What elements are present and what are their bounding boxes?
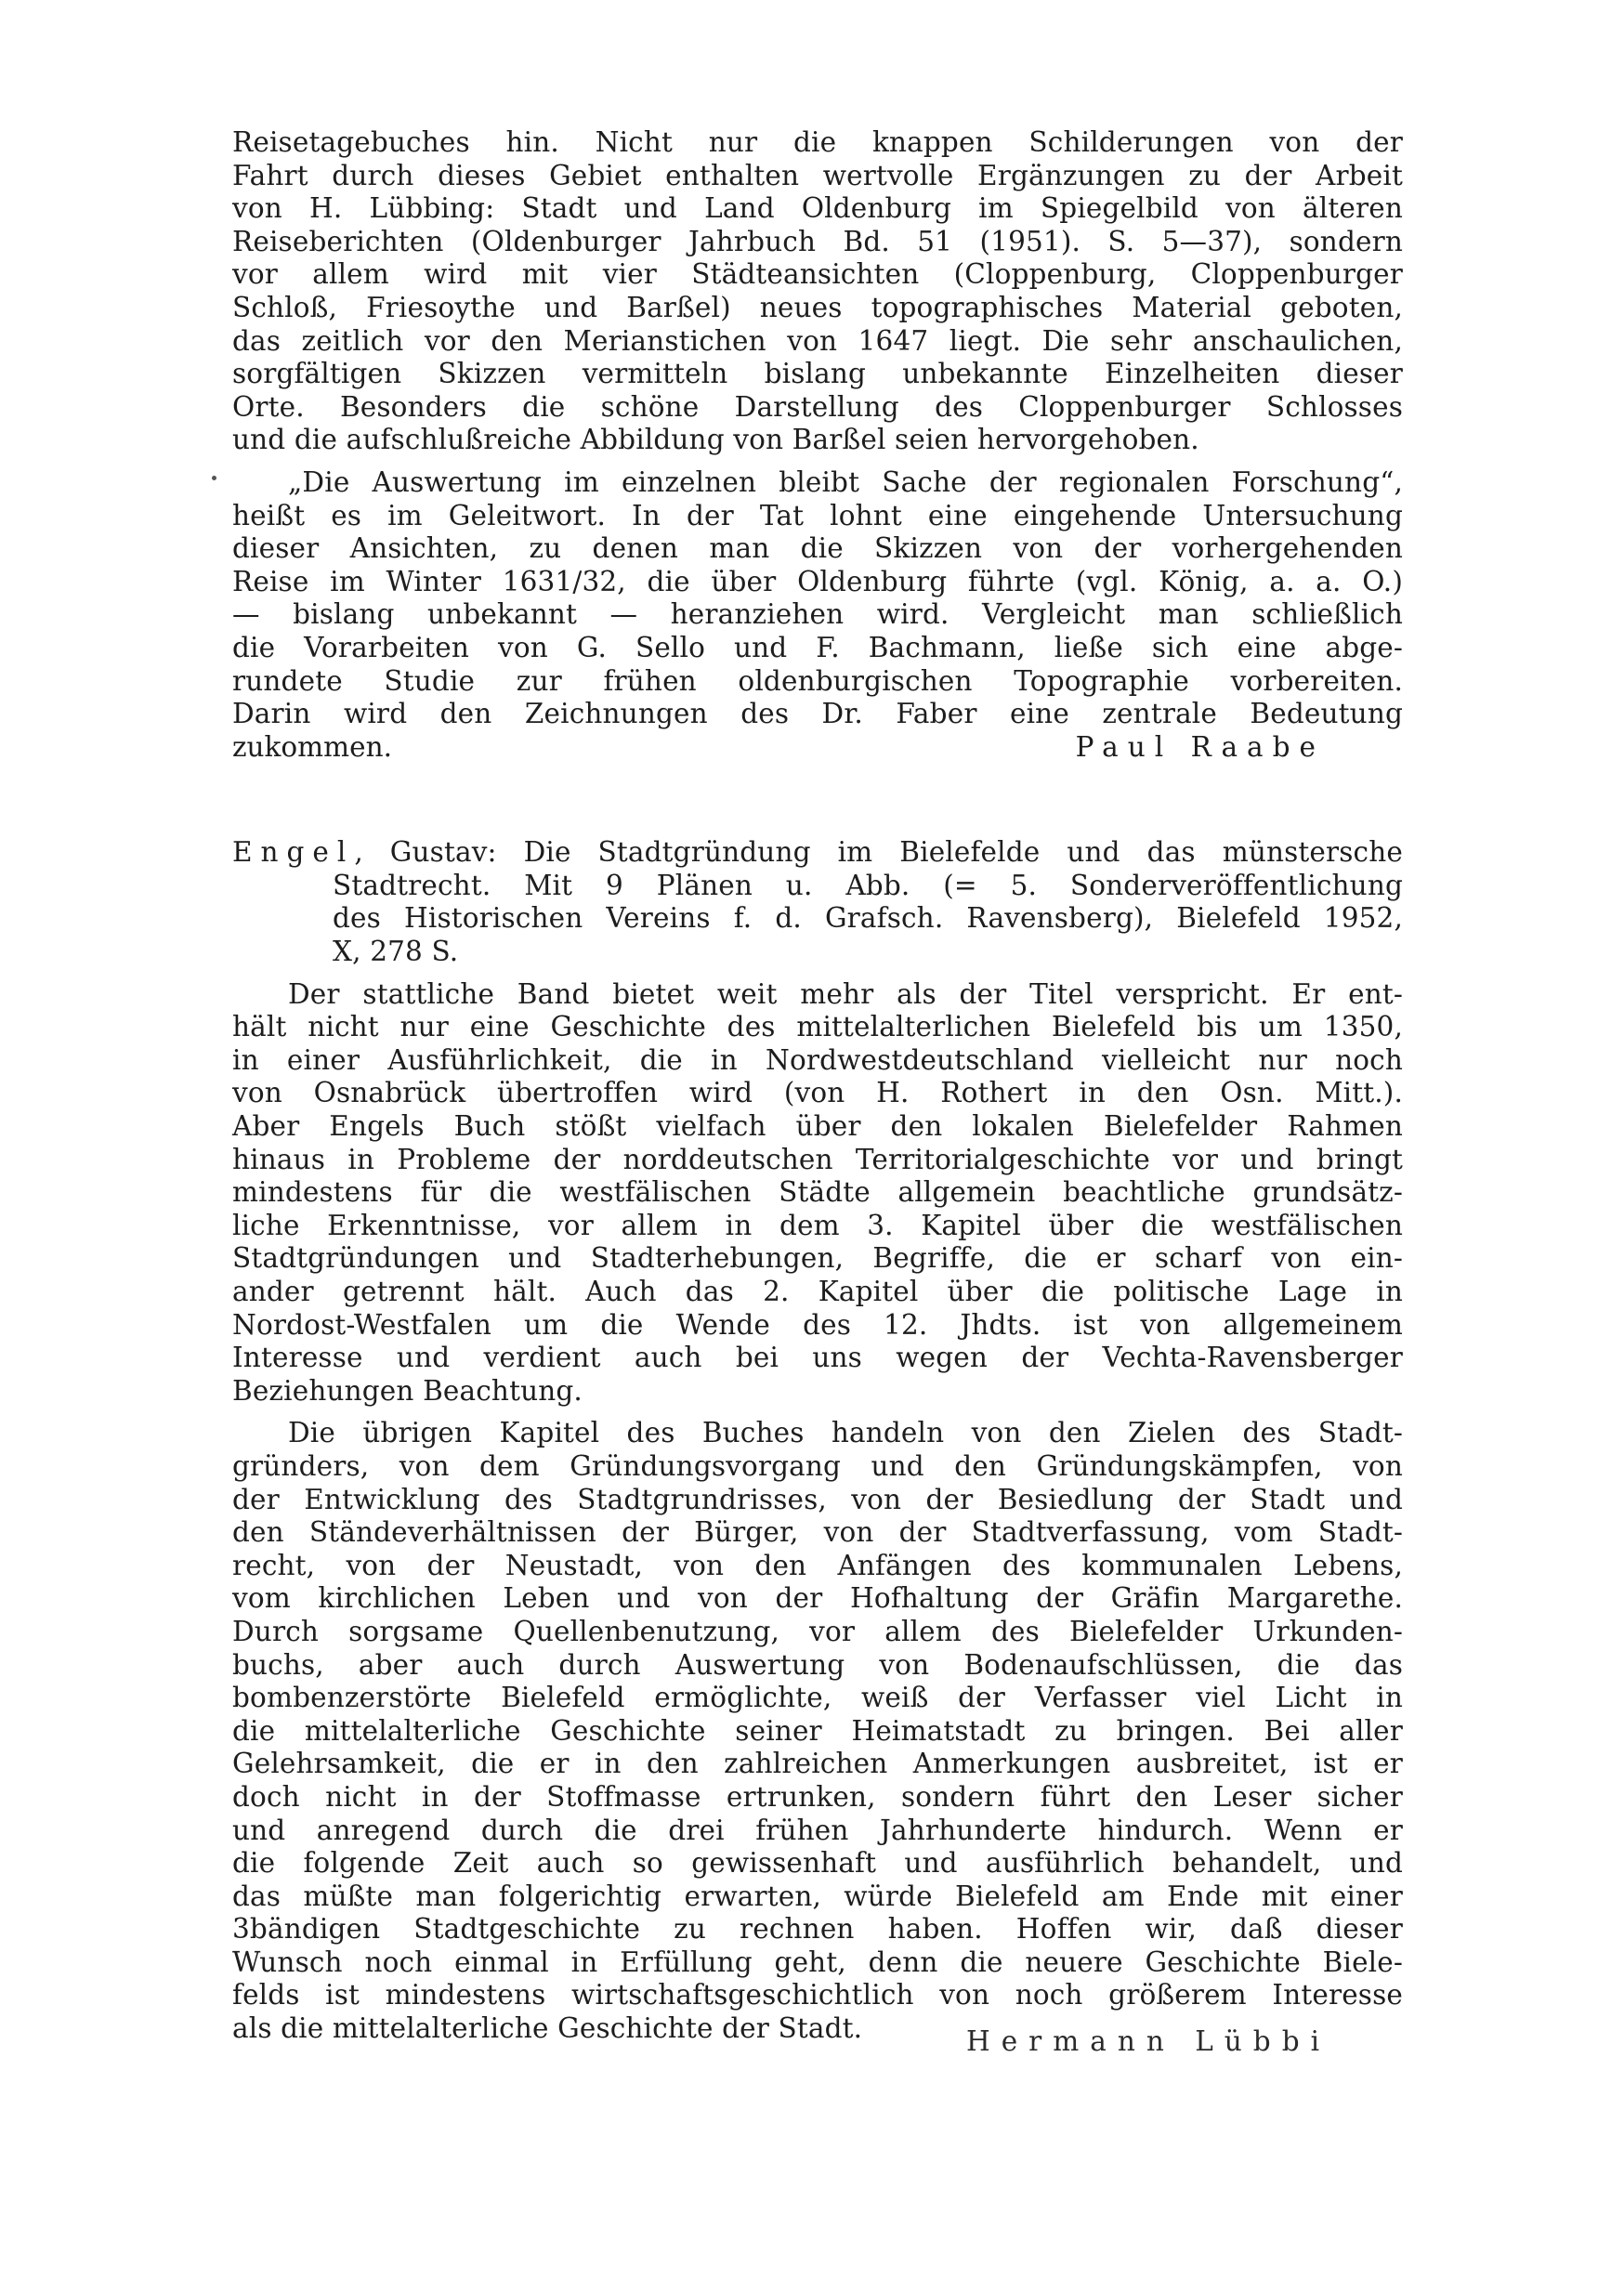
text-line: dieser Ansichten, zu denen man die Skizzen von der vorhergehenden	[232, 532, 1403, 565]
document-page	[232, 126, 1403, 2064]
citation-line: Stadtrecht. Mit 9 Plänen u. Abb. (= 5. Sonderveröffentlichung	[333, 869, 1403, 901]
paragraph-3	[232, 978, 1403, 1409]
text-line: hält nicht nur eine Geschichte des mittelalterlichen Bielefeld bis um 1350,	[232, 1011, 1403, 1043]
author-signature: Paul Raabe	[1075, 730, 1325, 763]
text-line: die mittelalterliche Geschichte seiner Heimatstadt zu bringen. Bei aller	[232, 1714, 1403, 1747]
paragraph-2	[232, 466, 1403, 764]
text-line: Durch sorgsame Quellenbenutzung, vor allem des Bielefelder Urkunden-	[232, 1615, 1403, 1647]
text-line: liche Erkenntnisse, vor allem in dem 3. Kapitel über die westfälischen	[232, 1209, 1403, 1241]
paragraph-4	[232, 1417, 1403, 2045]
text-line: Nordost-Westfalen um die Wende des 12. Jhdts. ist von allgemeinem	[232, 1308, 1403, 1341]
text-line: Orte. Besonders die schöne Darstellung des Cloppenburger Schlosses	[232, 390, 1403, 423]
text-line: Reisetagebuches hin. Nicht nur die knappen Schilderungen von der	[232, 126, 1403, 158]
text-line: buchs, aber auch durch Auswertung von Bodenaufschlüssen, die das	[232, 1648, 1403, 1681]
text-line: Beziehungen Beachtung.	[232, 1374, 583, 1407]
citation-line: des Historischen Vereins f. d. Grafsch. Ravensberg), Bielefeld 1952,	[333, 902, 1403, 935]
text-line: in einer Ausführlichkeit, die in Nordwestdeutschland vielleicht nur noch	[232, 1043, 1403, 1076]
text-line: von H. Lübbing: Stadt und Land Oldenburg im Spiegelbild von älteren	[232, 192, 1403, 225]
text-line: Der stattliche Band bietet weit mehr als der Titel verspricht. Er ent-	[288, 977, 1403, 1010]
text-line: die folgende Zeit auch so gewissenhaft und ausführlich behandelt, und	[232, 1847, 1403, 1880]
text-line: von Osnabrück übertroffen wird (von H. Rothert in den Osn. Mitt.).	[232, 1077, 1403, 1109]
text-line: das zeitlich vor den Merianstichen von 1647 liegt. Die sehr anschaulichen,	[232, 324, 1403, 357]
text-line: hinaus in Probleme der norddeutschen Territorialgeschichte vor und bringt	[232, 1143, 1403, 1175]
text-line: 3bändigen Stadtgeschichte zu rechnen haben. Hoffen wir, daß dieser	[232, 1913, 1403, 1946]
text-line: Stadtgründungen und Stadterhebungen, Begriffe, die er scharf von ein-	[232, 1242, 1403, 1275]
book-citation	[232, 836, 1403, 968]
text-line: das müßte man folgerichtig erwarten, würde Bielefeld am Ende mit einer	[232, 1880, 1403, 1912]
text-line: Darin wird den Zeichnungen des Dr. Faber eine zentrale Bedeutung	[232, 698, 1403, 730]
text-line: als die mittelalterliche Geschichte der Stadt.	[232, 2012, 863, 2045]
text-line: bombenzerstörte Bielefeld ermöglichte, weiß der Verfasser viel Licht in	[232, 1682, 1403, 1714]
text-line: heißt es im Geleitwort. In der Tat lohnt eine eingehende Untersuchung	[232, 499, 1403, 531]
text-line: Fahrt durch dieses Gebiet enthalten wertvolle Ergänzungen zu der Arbeit	[232, 159, 1403, 191]
citation-author: Engel	[232, 836, 355, 869]
text-line: der Entwicklung des Stadtgrundrisses, von der Besiedlung der Stadt und	[232, 1483, 1403, 1515]
text-line: Reiseberichten (Oldenburger Jahrbuch Bd. 51 (1951). S. 5—37), sondern	[232, 225, 1403, 257]
text-line: gründers, von dem Gründungsvorgang und den Gründungskämpfen, von	[232, 1449, 1403, 1482]
citation-line	[232, 836, 1403, 870]
text-line: vor allem wird mit vier Städteansichten (Cloppenburg, Cloppenburger	[232, 258, 1403, 291]
text-line: vom kirchlichen Leben und von der Hofhaltung der Gräfin Margarethe.	[232, 1582, 1403, 1615]
text-line: Gelehrsamkeit, die er in den zahlreichen Anmerkungen ausbreitet, ist er	[232, 1748, 1403, 1780]
text-line: rundete Studie zur frühen oldenburgischen Topographie vorbereiten.	[232, 664, 1403, 697]
text-line: mindestens für die westfälischen Städte allgemein beachtliche grundsätz-	[232, 1176, 1403, 1209]
citation-line: X, 278 S.	[333, 936, 459, 968]
text-line: Reise im Winter 1631/32, die über Oldenburg führte (vgl. König, a. a. O.)	[232, 565, 1403, 597]
text-line: recht, von der Neustadt, von den Anfängen des kommunalen Lebens,	[232, 1549, 1403, 1581]
text-line: die Vorarbeiten von G. Sello und F. Bachmann, ließe sich eine abge-	[232, 631, 1403, 663]
closing-line	[232, 731, 1403, 765]
citation-text: , Gustav: Die Stadtgründung im Bielefelde und das münstersche	[354, 836, 1403, 869]
text-line: felds ist mindestens wirtschaftsgeschichtlich von noch größerem Interesse	[232, 1979, 1403, 2011]
text-line: Schloß, Friesoythe und Barßel) neues topographisches Material geboten,	[232, 291, 1403, 323]
cut-off-signature: Hermann Lübbi	[966, 2024, 1331, 2057]
text-line: — bislang unbekannt — heranziehen wird. Vergleicht man schließlich	[232, 598, 1403, 631]
text-line: Wunsch noch einmal in Erfüllung geht, denn die neuere Geschichte Biele-	[232, 1946, 1403, 1978]
text-line: Aber Engels Buch stößt vielfach über den lokalen Bielefelder Rahmen	[232, 1110, 1403, 1143]
text-line: „Die Auswertung im einzelnen bleibt Sache der regionalen Forschung“,	[288, 465, 1403, 498]
text-line: den Ständeverhältnissen der Bürger, von der Stadtverfassung, vom Stadt-	[232, 1516, 1403, 1549]
text-line: sorgfältigen Skizzen vermitteln bislang unbekannte Einzelheiten dieser	[232, 358, 1403, 390]
paragraph-1	[232, 126, 1403, 457]
text-line: Die übrigen Kapitel des Buches handeln von den Zielen des Stadt-	[288, 1417, 1403, 1449]
text-line: und die aufschlußreiche Abbildung von Barßel seien hervorgehoben.	[232, 424, 1199, 456]
text-line: ander getrennt hält. Auch das 2. Kapitel über die politische Lage in	[232, 1276, 1403, 1307]
text-line: zukommen.	[232, 730, 392, 763]
margin-mark	[212, 476, 216, 480]
text-line: Interesse und verdient auch bei uns wegen der Vechta-Ravensberger	[232, 1342, 1403, 1374]
text-line: doch nicht in der Stoffmasse ertrunken, sondern führt den Leser sicher	[232, 1780, 1403, 1813]
text-line: und anregend durch die drei frühen Jahrhunderte hindurch. Wenn er	[232, 1814, 1403, 1846]
